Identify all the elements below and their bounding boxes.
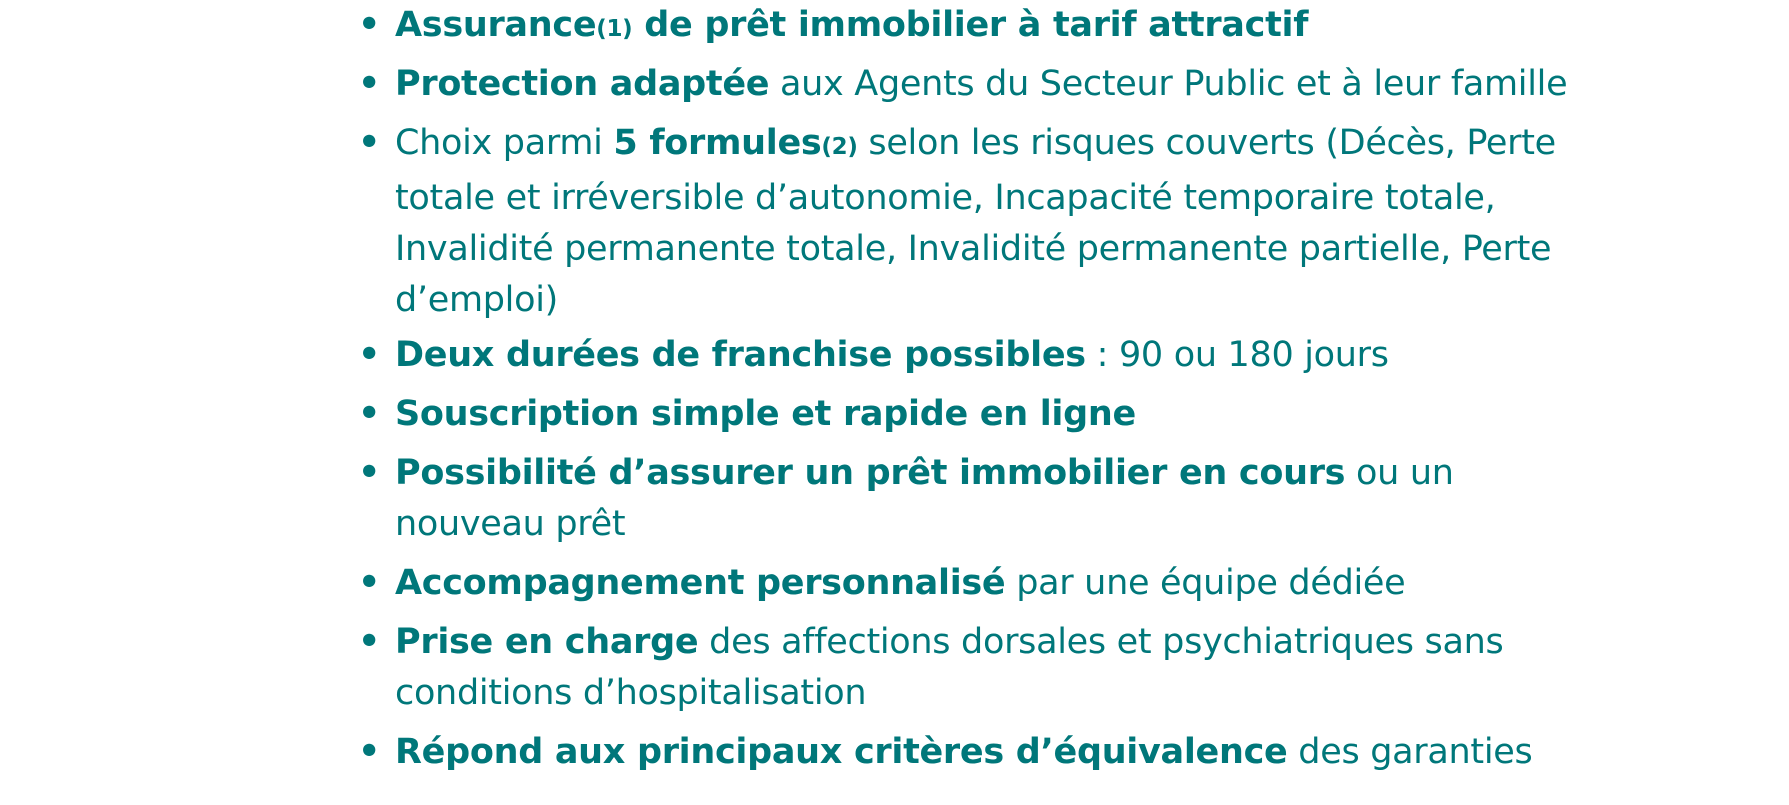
item-text: des garanties [1287,732,1533,772]
item-text-line: d’emploi) [395,280,559,320]
item-bold-text: Prise en charge [395,622,699,662]
list-item [358,727,1533,778]
list-item [358,448,1454,550]
bullet-icon: • [358,335,381,375]
item-bold-text: Souscription simple et rapide en ligne [395,394,1136,434]
list-item [358,330,1389,381]
item-bold-text: de prêt immobilier à tarif attractif [632,5,1309,45]
bullet-icon: • [358,5,381,45]
footnote-marker: (1) [596,16,633,42]
list-item [358,59,1568,110]
bullet-icon: • [358,732,381,772]
item-bold-text: 5 formules [613,123,822,163]
item-bold-text: Accompagnement personnalisé [395,563,1006,603]
item-text-line: Invalidité permanente totale, Invalidité permanente partielle, Perte [395,229,1552,269]
footnote-marker: (2) [821,134,858,160]
item-bold-text: Assurance [395,5,597,45]
item-text: aux Agents du Secteur Public et à leur famille [769,64,1568,104]
bullet-icon: • [358,563,381,603]
item-text: selon les risques couverts (Décès, Perte [857,123,1556,163]
bullet-icon: • [358,123,381,163]
item-text: par une équipe dédiée [1005,563,1406,603]
bullet-icon: • [358,64,381,104]
list-item [358,389,1136,440]
bullet-icon: • [358,622,381,662]
item-text-line: conditions d’hospitalisation [395,673,867,713]
bullet-icon: • [358,453,381,493]
list-item [358,0,1309,55]
item-bold-text: Deux durées de franchise possibles [395,335,1086,375]
item-text: ou un [1345,453,1454,493]
item-bold-text: Répond aux principaux critères d’équivalence [395,732,1288,772]
list-item [358,558,1406,609]
bullet-icon: • [358,394,381,434]
item-text: des affections dorsales et psychiatriques sans [698,622,1504,662]
item-text-line: totale et irréversible d’autonomie, Incapacité temporaire totale, [395,178,1496,218]
list-item [358,617,1504,719]
item-bold-text: Possibilité d’assurer un prêt immobilier en cours [395,453,1346,493]
item-text: : 90 ou 180 jours [1085,335,1389,375]
item-text-line: nouveau prêt [395,504,626,544]
item-bold-text: Protection adaptée [395,64,770,104]
list-item [358,118,1556,326]
item-text: Choix parmi [395,123,614,163]
